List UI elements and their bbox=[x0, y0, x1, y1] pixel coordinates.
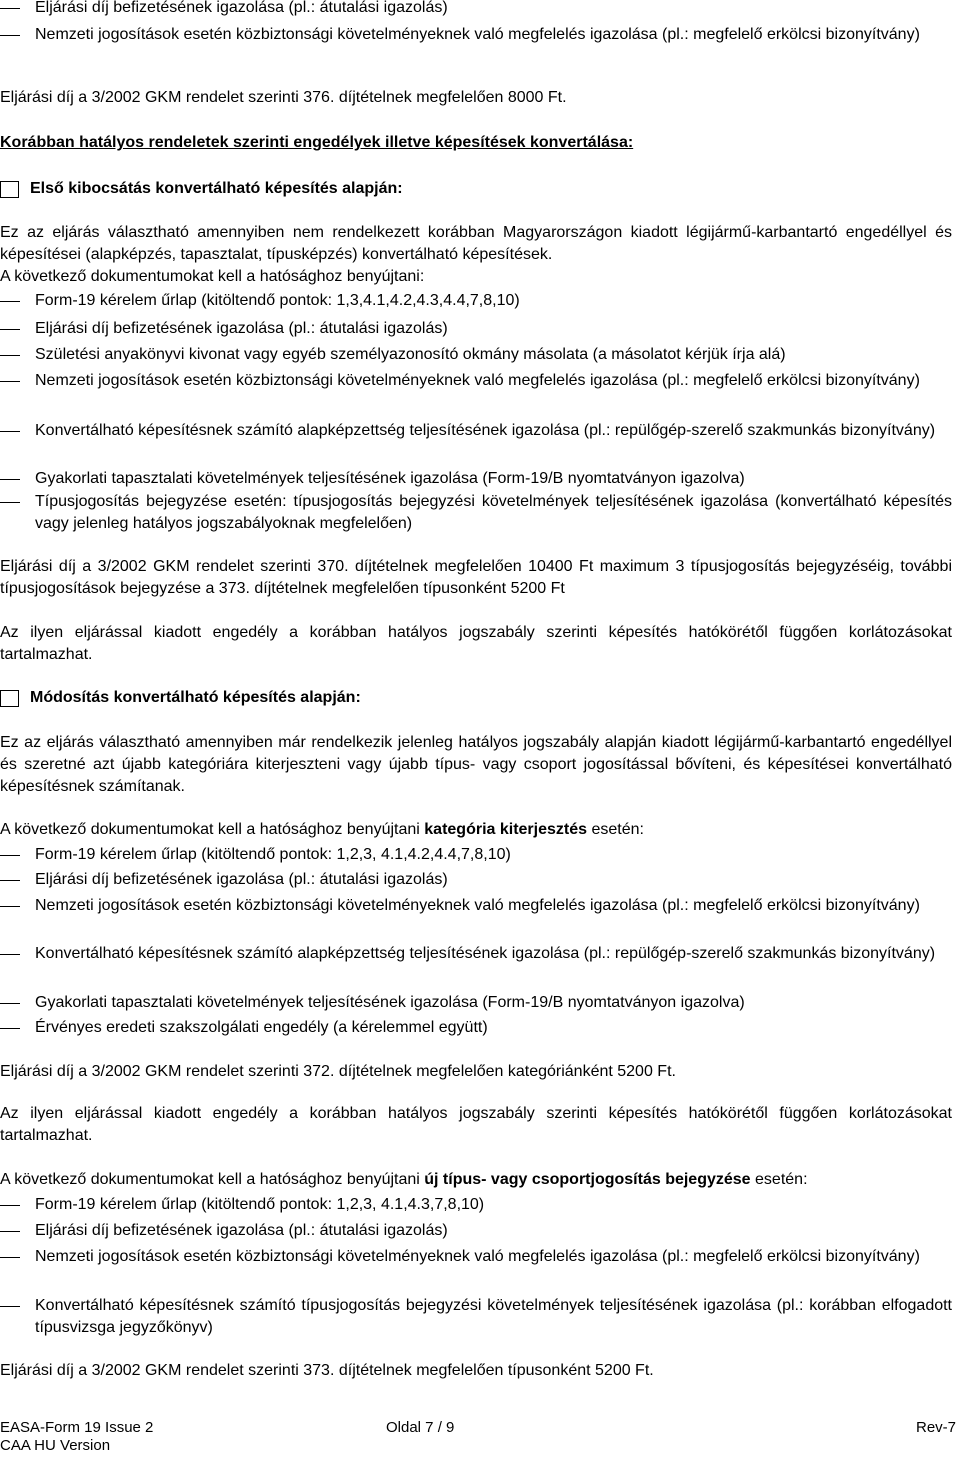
list-item bbox=[0, 0, 952, 19]
type-docs-intro: A következő dokumentumokat kell a hatósághoz benyújtani új típus- vagy csoportjogosítás bejegyzése esetén: bbox=[0, 1171, 808, 1188]
modification-title: Módosítás konvertálható képesítés alapján: bbox=[30, 689, 361, 706]
list-item bbox=[0, 318, 952, 340]
list-item bbox=[0, 992, 952, 1014]
list-item-text: Form-19 kérelem űrlap (kitöltendő pontok: 1,2,3, 4.1,4.3,7,8,10) bbox=[35, 1196, 485, 1213]
footer-version: CAA HU Version bbox=[0, 1437, 111, 1454]
list-item-text: Érvényes eredeti szakszolgálati engedély (a kérelemmel együtt) bbox=[35, 1019, 488, 1036]
list-item bbox=[0, 1220, 952, 1242]
dash-bullet bbox=[0, 906, 20, 907]
dash-bullet bbox=[0, 1257, 20, 1258]
docs-intro: A következő dokumentumokat kell a hatósághoz benyújtani: bbox=[0, 268, 425, 285]
list-item-text: Nemzeti jogosítások esetén közbiztonsági követelményeknek való megfelelés igazolása (pl.: megfelelő erkölcsi bizonyítvány) bbox=[35, 372, 920, 389]
list-item-text: Gyakorlati tapasztalati követelmények teljesítésének igazolása (Form-19/B nyomtatványon igazolva) bbox=[35, 470, 745, 487]
list-item bbox=[0, 1194, 952, 1216]
list-item bbox=[0, 1246, 952, 1268]
list-item-text: Eljárási díj befizetésének igazolása (pl.: átutalási igazolás) bbox=[35, 1222, 448, 1239]
list-item-text: Konvertálható képesítésnek számító alapképzettség teljesítésének igazolása (pl.: repülőgép-szerelő szakmunkás bizonyítvány) bbox=[35, 422, 936, 439]
list-item bbox=[0, 895, 952, 917]
list-item-text: Eljárási díj befizetésének igazolása (pl.: átutalási igazolás) bbox=[35, 871, 448, 888]
list-item bbox=[0, 1017, 952, 1039]
dash-bullet bbox=[0, 502, 20, 503]
dash-bullet bbox=[0, 1231, 20, 1232]
list-item-text: Típusjogosítás bejegyzése esetén: típusjogosítás bejegyzési követelmények teljesítésének igazolása (konvertálható képesítés vagy jelenleg hatályos jogszabályoknak megfelelően) bbox=[35, 493, 952, 532]
checkbox-icon bbox=[0, 181, 19, 198]
dash-bullet bbox=[0, 329, 20, 330]
section-heading: Korábban hatályos rendeletek szerinti engedélyek illetve képesítések konvertálása: bbox=[0, 134, 634, 151]
footer-page-number: Oldal 7 / 9 bbox=[386, 1419, 455, 1436]
dash-bullet bbox=[0, 1306, 20, 1307]
dash-bullet bbox=[0, 1003, 20, 1004]
list-item-text: Születési anyakönyvi kivonat vagy egyéb személyazonosító okmány másolata (a másolatot kérjük írja alá) bbox=[35, 346, 786, 363]
list-item bbox=[0, 344, 952, 366]
list-item-text: Nemzeti jogosítások esetén közbiztonsági követelményeknek való megfelelés igazolása (pl.: megfelelő erkölcsi bizonyítvány) bbox=[35, 26, 920, 43]
footer-form: EASA-Form 19 Issue 2 bbox=[0, 1419, 154, 1436]
list-item bbox=[0, 24, 952, 46]
dash-bullet bbox=[0, 35, 20, 36]
list-item-text: Eljárási díj befizetésének igazolása (pl.: átutalási igazolás) bbox=[35, 320, 448, 337]
dash-bullet bbox=[0, 431, 20, 432]
list-item-text: Nemzeti jogosítások esetén közbiztonsági követelményeknek való megfelelés igazolása (pl.: megfelelő erkölcsi bizonyítvány) bbox=[35, 1248, 920, 1265]
list-item bbox=[0, 290, 952, 312]
first-issue-heading bbox=[0, 178, 403, 200]
dash-bullet bbox=[0, 880, 20, 881]
list-item-text: Eljárási díj befizetésének igazolása (pl.: átutalási igazolás) bbox=[35, 0, 448, 16]
dash-bullet bbox=[0, 381, 20, 382]
list-item bbox=[0, 468, 952, 490]
first-issue-fee: Eljárási díj a 3/2002 GKM rendelet szerinti 370. díjtételnek megfelelően 10400 Ft maximum 3 típusjogosítás bejegyzéséig, további típusjogosítások bejegyzése a 373. díjtételnek megfelelően típusonként 5200 Ft bbox=[0, 558, 952, 597]
dash-bullet bbox=[0, 1028, 20, 1029]
list-item bbox=[0, 370, 952, 392]
modification-intro: Ez az eljárás választható amennyiben már rendelkezik jelenleg hatályos jogszabály alapján kiadott légijármű-karbantartó engedéllyel és szeretné azt újabb kategóriára kiterjeszteni vagy újabb típus- vagy csoport jogosítással bővíteni, és képesítései konvertálható képesítésnek számítanak. bbox=[0, 734, 952, 795]
first-issue-title: Első kibocsátás konvertálható képesítés alapján: bbox=[30, 180, 403, 197]
type-fee: Eljárási díj a 3/2002 GKM rendelet szerinti 373. díjtételnek megfelelően típusonként 5200 Ft. bbox=[0, 1362, 654, 1379]
list-item bbox=[0, 1295, 952, 1339]
list-item-text: Nemzeti jogosítások esetén közbiztonsági követelményeknek való megfelelés igazolása (pl.: megfelelő erkölcsi bizonyítvány) bbox=[35, 897, 920, 914]
list-item-text: Konvertálható képesítésnek számító típusjogosítás bejegyzési követelmények teljesítésének igazolása (pl.: korábban elfogadott típusvizsga jegyzőkönyv) bbox=[35, 1297, 952, 1336]
dash-bullet bbox=[0, 301, 20, 302]
dash-bullet bbox=[0, 855, 20, 856]
list-item bbox=[0, 420, 952, 442]
dash-bullet bbox=[0, 355, 20, 356]
checkbox-icon bbox=[0, 690, 19, 707]
category-docs-intro: A következő dokumentumokat kell a hatósághoz benyújtani kategória kiterjesztés esetén: bbox=[0, 821, 644, 838]
list-item-text: Form-19 kérelem űrlap (kitöltendő pontok: 1,2,3, 4.1,4.2,4.4,7,8,10) bbox=[35, 846, 511, 863]
fee-text: Eljárási díj a 3/2002 GKM rendelet szerinti 376. díjtételnek megfelelően 8000 Ft. bbox=[0, 89, 567, 106]
dash-bullet bbox=[0, 479, 20, 480]
list-item bbox=[0, 491, 952, 535]
list-item bbox=[0, 869, 952, 891]
dash-bullet bbox=[0, 8, 20, 9]
dash-bullet bbox=[0, 954, 20, 955]
first-issue-intro: Ez az eljárás választható amennyiben nem rendelkezett korábban Magyarországon kiadott légijármű-karbantartó engedéllyel és képesítései (alapképzés, tapasztalat, típusképzés) konvertálható képesítések. bbox=[0, 224, 952, 263]
category-limitation: Az ilyen eljárással kiadott engedély a korábban hatályos jogszabály szerinti képesítés hatókörétől függően korlátozásokat tartalmazhat. bbox=[0, 1105, 952, 1144]
modification-heading bbox=[0, 687, 361, 709]
list-item-text: Gyakorlati tapasztalati követelmények teljesítésének igazolása (Form-19/B nyomtatványon igazolva) bbox=[35, 994, 745, 1011]
dash-bullet bbox=[0, 1205, 20, 1206]
category-fee: Eljárási díj a 3/2002 GKM rendelet szerinti 372. díjtételnek megfelelően kategóriánként 5200 Ft. bbox=[0, 1063, 676, 1080]
list-item-text: Form-19 kérelem űrlap (kitöltendő pontok: 1,3,4.1,4.2,4.3,4.4,7,8,10) bbox=[35, 292, 520, 309]
first-issue-limitation: Az ilyen eljárással kiadott engedély a korábban hatályos jogszabály szerinti képesítés hatókörétől függően korlátozásokat tartalmazhat. bbox=[0, 624, 952, 663]
list-item bbox=[0, 844, 952, 866]
list-item bbox=[0, 943, 952, 965]
footer-revision: Rev-7 bbox=[915, 1419, 956, 1436]
list-item-text: Konvertálható képesítésnek számító alapképzettség teljesítésének igazolása (pl.: repülőgép-szerelő szakmunkás bizonyítvány) bbox=[35, 945, 936, 962]
